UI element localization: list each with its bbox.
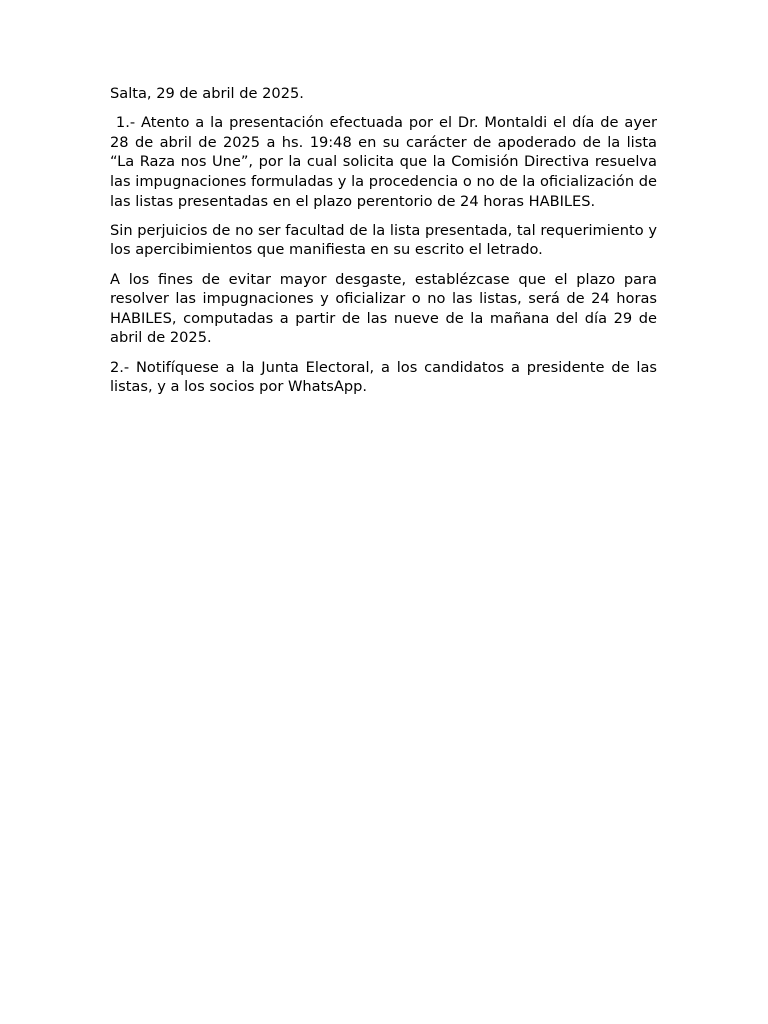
paragraph-2: Sin perjuicios de no ser facultad de la lista presentada, tal requerimiento y los apercibimientos que manifiesta en su escrito el letrado.	[110, 221, 657, 259]
paragraph-4: 2.- Notifíquese a la Junta Electoral, a los candidatos a presidente de las listas, y a los socios por WhatsApp.	[110, 358, 657, 396]
date-line: Salta, 29 de abril de 2025.	[110, 85, 304, 102]
paragraph-1: 1.- Atento a la presentación efectuada por el Dr. Montaldi el día de ayer 28 de abril de 2025 a hs. 19:48 en su carácter de apoderado de la lista “La Raza nos Une”, por la cual solicita que la Comisión Directiva resuelva las impugnaciones formuladas y la procedencia o no de la oficialización de las listas presentadas en el plazo perentorio de 24 horas HABILES.	[110, 114, 657, 210]
paragraph-3: A los fines de evitar mayor desgaste, establézcase que el plazo para resolver las impugnaciones y oficializar o no las listas, será de 24 horas HABILES, computadas a partir de las nueve de la mañana del día 29 de abril de 2025.	[110, 270, 657, 347]
document-body	[110, 84, 657, 406]
